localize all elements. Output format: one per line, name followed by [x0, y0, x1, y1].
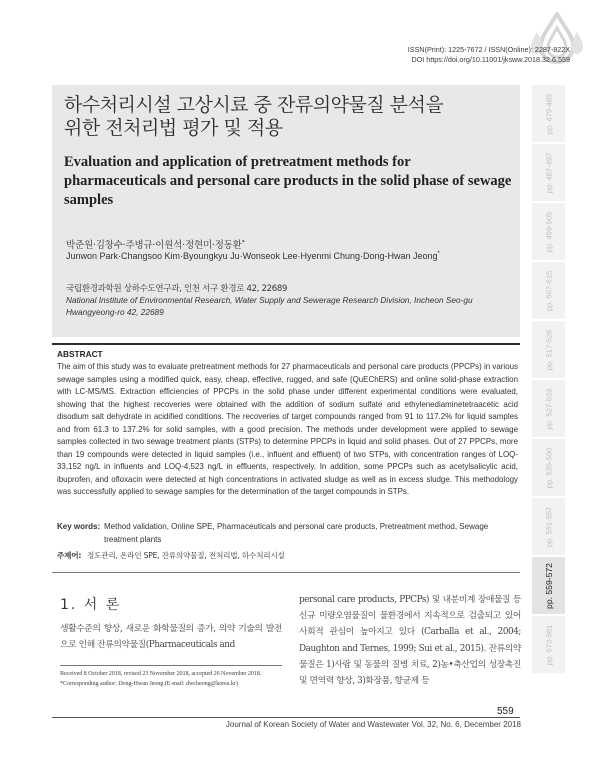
page-number: 559: [497, 706, 514, 717]
korean-title-line-1: 하수처리시설 고상시료 중 잔류의약물질 분석을: [64, 94, 444, 116]
corresponding-mark: *: [437, 251, 440, 257]
divider: [52, 343, 520, 345]
footnote-divider: [60, 665, 282, 666]
authors-english: [66, 251, 440, 261]
intro-column-2: personal care products, PPCPs) 및 내분비계 장애물질 등 신규 미량오염물질이 물환경에서 지속적으로 검출되고 있어 사회적 관심이 높아지고 있다 (Carballa et al., 2004; Daughton and Ternes, 1999; Sui et al., 2015). 잔류의약물질은 1)사람 및 동물의 질병 치료, 2)농•축산업의 성장촉진 및 면역력 향상, 3)화장품, 향균제 등: [299, 595, 521, 687]
page-tab[interactable]: [532, 616, 565, 673]
corresponding-author: *Corresponding author: Dong-Hwan Jeong (E-mail: dwcheong@korea.kr): [60, 679, 238, 687]
section-heading: 1. 서 론: [60, 597, 122, 613]
keywords-label: Key words:: [57, 522, 101, 531]
korean-title: [64, 94, 514, 140]
page-tab[interactable]: [532, 203, 565, 260]
page-tab[interactable]: [532, 262, 565, 319]
issn-doi-block: [408, 45, 570, 65]
affiliation-english: National Institute of Environmental Research, Water Supply and Sewerage Research Division, Incheon Seo-gu Hwangyeong-ro 42, 22689: [66, 295, 473, 317]
page-tab[interactable]: [532, 498, 565, 555]
abstract-body: The aim of this study was to evaluate pretreatment methods for 27 pharmaceuticals and personal care products (PPCPs) in various sewage samples using a modified quick, easy, cheap, effective, rugged, and safe (QuEChERS) and online solid-phase extraction with LC-MS/MS. Extraction efficiencies of PPCPs in the solid phase under different experimental conditions were evaluated, showing that the highest recoveries were obtained with the addition of sodium sulfate and ethylenediaminetetraacetic acid disodium salt dehydrate in acidified conditions. The recoveries of target compounds ranged from 91 to 117.2% for liquid samples and from 61.3 to 137.2% for solid samples, with a good precision. The methods under development were applied to sewage samples collected in two sewage treatment plants (STPs) to determine PPCPs in liquid and solid phases. Out of 27 PPCPs, more than 19 compounds were detected in liquid samples (i.e., influent and effluent) of two STPs, with concentration ranges of LOQ-33,152 ng/L in influents and LOQ-4,523 ng/L in effluents, respectively. In addition, some PPCPs such as acetylsalicylic acid, ibuprofen, and ofloxacin were detected at high concentrations in activated sludge as well as in excess sludge. This methodology was successfully applied to sewage samples for the determination of the target compounds in STPs.: [57, 362, 518, 497]
page-tab[interactable]: [532, 321, 565, 378]
received-dates: Received 8 October 2018, revised 23 November 2018, accepted 26 November 2018.: [60, 670, 262, 677]
footnote: [60, 669, 290, 688]
page-tab-label: pp. 573-581: [544, 624, 553, 665]
page-tab-label: pp. 527-533: [544, 388, 553, 429]
journal-citation: Journal of Korean Society of Water and Wastewater Vol. 32, No. 6, December 2018: [225, 720, 521, 729]
authors-english-names: Junwon Park·Changsoo Kim·Byoungkyu Ju·Wonseok Lee·Hyenmi Chung·Dong-Hwan Jeong: [66, 251, 438, 261]
doi-link[interactable]: DOI https://doi.org/10.11001/jksww.2018.32.6.559: [411, 55, 570, 64]
page-tab-label: pp. 507-515: [544, 270, 553, 311]
corresponding-mark: *: [241, 238, 245, 246]
affiliation-korean: 국립환경과학원 상하수도연구과, 인천 서구 환경로 42, 22689: [66, 284, 288, 294]
issn-line: ISSN(Print): 1225-7672 / ISSN(Online): 2287-822X: [407, 45, 570, 54]
page-tab[interactable]: [532, 85, 565, 142]
keywords-text: Method validation, Online SPE, Pharmaceuticals and personal care products, Pretreatment method, Sewage treatment plants: [104, 522, 489, 544]
page-tab[interactable]: [532, 439, 565, 496]
abstract-heading: ABSTRACT: [57, 349, 103, 359]
page-tab-label: pp. 535-550: [544, 447, 553, 488]
footer-divider: [52, 717, 520, 718]
page-tab[interactable]: [532, 380, 565, 437]
page-tab[interactable]: [532, 144, 565, 201]
divider: [52, 572, 520, 573]
keywords-korean: [57, 550, 519, 563]
authors-korean: [66, 237, 245, 251]
page-tab-label: pp. 517-526: [544, 329, 553, 370]
page-tab-label: pp. 479-485: [544, 93, 553, 134]
korean-title-line-2: 위한 전처리법 평가 및 적용: [64, 117, 283, 139]
keywords-korean-text: 정도관리, 온라인 SPE, 잔류의약물질, 전처리법, 하수처리시설: [87, 551, 285, 560]
intro-column-1: 생활수준의 향상, 새로운 화학물질의 증가, 의약 기술의 발전으로 인해 잔류의약물질(Pharmaceuticals and: [60, 624, 282, 650]
page-tab-label: pp. 499-505: [544, 211, 553, 252]
authors-korean-names: 박준원·김창수·주병규·이원석·정현미·정동환: [66, 240, 242, 251]
keywords-korean-label: 주제어:: [57, 551, 82, 560]
english-title: Evaluation and application of pretreatment methods for pharmaceuticals and personal care products in the solid phase of sewage samples: [64, 154, 512, 208]
page-tab-active[interactable]: [532, 557, 565, 614]
page-tab-label: pp. 551-557: [544, 506, 553, 547]
page-tab-label: pp. 559-572: [543, 562, 554, 609]
keywords-english: [57, 521, 519, 546]
page-tab-label: pp. 487-497: [544, 152, 553, 193]
